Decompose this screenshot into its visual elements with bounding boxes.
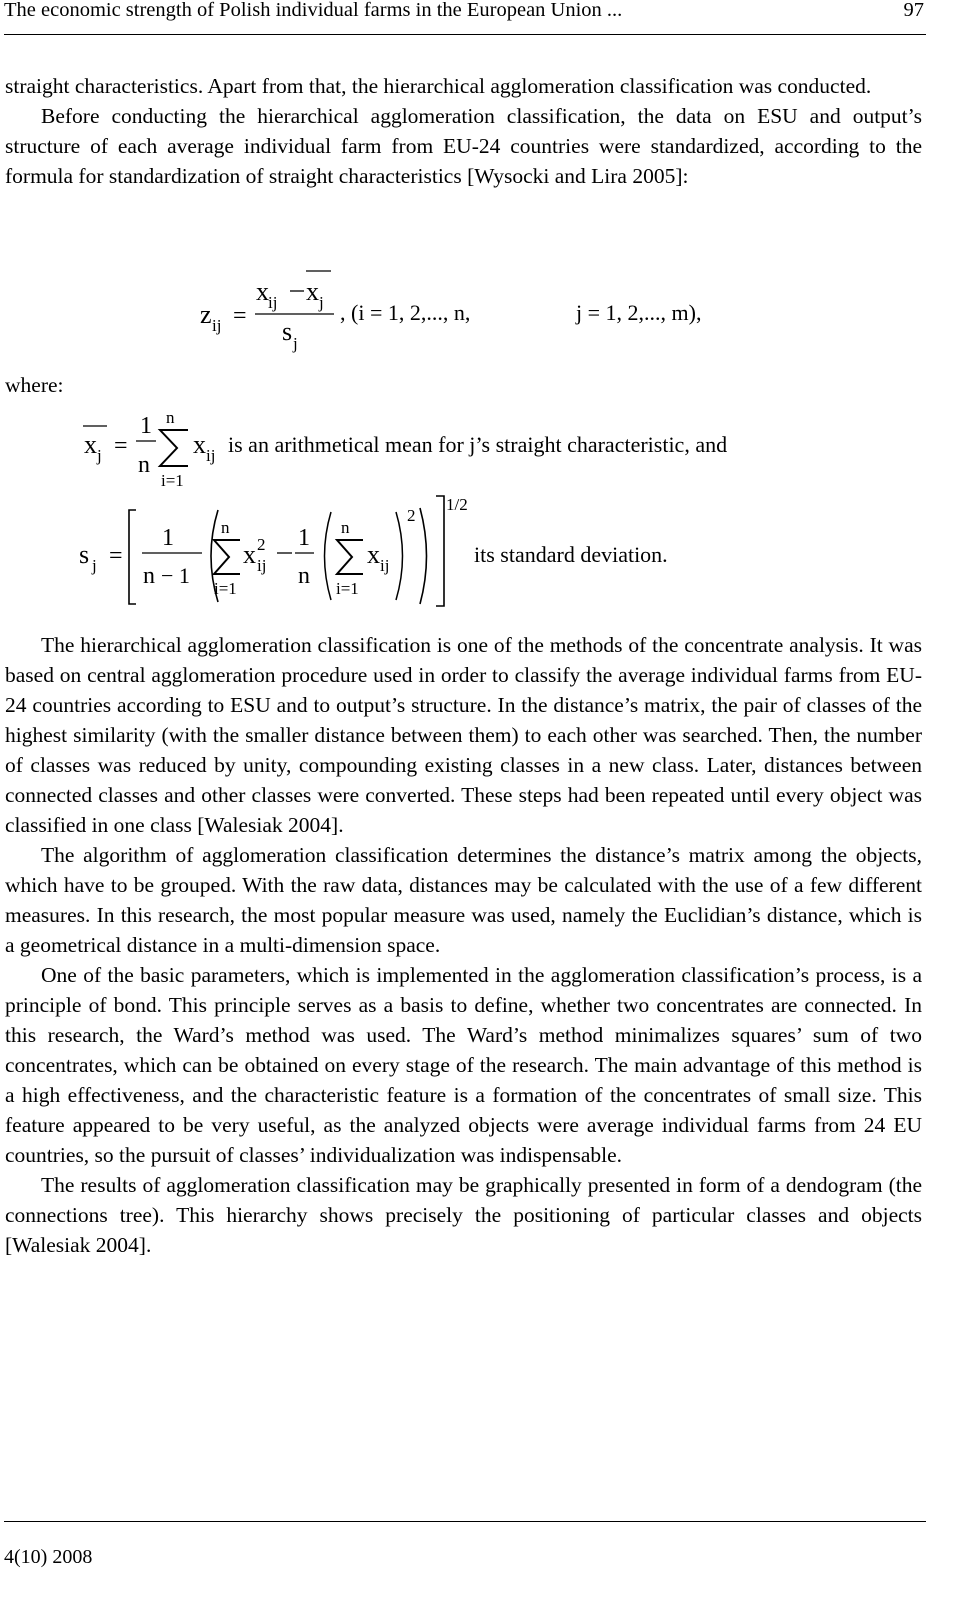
svg-text:x: x	[367, 540, 380, 569]
svg-text:ij: ij	[268, 293, 278, 312]
svg-text:x: x	[306, 277, 319, 306]
svg-text:n: n	[221, 518, 230, 537]
svg-text:n: n	[166, 408, 175, 427]
svg-text:n: n	[341, 518, 350, 537]
svg-text:i=1: i=1	[336, 579, 359, 598]
intro-text	[5, 71, 922, 191]
svg-text:n: n	[143, 563, 155, 589]
svg-text:ij: ij	[380, 556, 390, 575]
svg-text:j: j	[97, 446, 102, 465]
svg-text:s: s	[282, 317, 293, 346]
paragraph: straight characteristics. Apart from that, the hierarchical agglomeration classification was conducted.	[5, 74, 872, 98]
svg-text:1/2: 1/2	[446, 495, 468, 514]
svg-text:x: x	[193, 430, 206, 459]
svg-text:1: 1	[162, 525, 174, 551]
body-text	[5, 630, 922, 1260]
running-header	[4, 0, 926, 35]
std-formula	[79, 495, 468, 606]
svg-text:x: x	[243, 540, 256, 569]
header-title: The economic strength of Polish individual farms in the European Union ...	[4, 0, 623, 21]
svg-text:− 1: − 1	[161, 563, 190, 588]
paragraph: The results of agglomeration classification may be graphically presented in form of a dendogram (the connections tree). This hierarchy shows precisely the positioning of particular classes and objects [Walesiak 2004].	[5, 1173, 922, 1257]
formula-ranges: , (i = 1, 2,..., n,	[340, 300, 471, 325]
svg-text:j: j	[92, 556, 97, 575]
svg-text:ij: ij	[212, 316, 222, 335]
svg-text:j: j	[293, 334, 298, 353]
svg-text:s: s	[79, 540, 90, 569]
svg-text:=: =	[109, 543, 123, 569]
footer	[4, 1521, 926, 1568]
svg-text:i=1: i=1	[161, 471, 184, 490]
where-label: where:	[5, 373, 64, 397]
svg-text:j: j	[319, 293, 324, 312]
svg-text:x: x	[256, 277, 269, 306]
svg-text:z: z	[200, 300, 212, 329]
mean-description: is an arithmetical mean for j’s straight characteristic, and	[228, 432, 728, 457]
svg-text:x: x	[84, 430, 97, 459]
svg-text:1: 1	[298, 525, 310, 551]
page-number: 97	[903, 0, 924, 21]
paragraph: One of the basic parameters, which is implemented in the agglomeration classification’s process, is a principle of bond. This principle serves as a basis to define, whether two concentrates are connected. In this research, the Ward’s method was used. The Ward’s method minimalizes squares’ sum of two concentrates, which can be obtained on every stage of the research. The main advantage of this method is a high effectiveness, and the characteristic feature is a formation of the concentrates of small size. This feature appeared to be very useful, as the analyzed objects were average individual farms from 24 EU countries, so the pursuit of classes’ individualization was indispensable.	[5, 963, 922, 1167]
formula-ranges-j: j = 1, 2,..., m),	[576, 300, 702, 325]
svg-text:2: 2	[407, 506, 416, 525]
svg-text:=: =	[233, 303, 247, 329]
svg-text:n: n	[298, 563, 310, 589]
standardization-formula	[200, 271, 334, 353]
mean-formula	[83, 408, 215, 490]
paragraph: The hierarchical agglomeration classification is one of the methods of the concentrate analysis. It was based on central agglomeration procedure used in order to classify the average individual farms from EU-24 countries according to ESU and to output’s structure. In the distance’s matrix, the pair of classes of the highest similarity (with the smaller distance between them) to each other was searched. Then, the number of classes was reduced by unity, compounding existing classes in a new class. Later, distances between connected classes and other classes were converted. These steps had been repeated until every object was classified in one class [Walesiak 2004].	[5, 633, 922, 837]
svg-text:2: 2	[257, 535, 266, 554]
paragraph: The algorithm of agglomeration classification determines the distance’s matrix among the objects, which have to be grouped. With the raw data, distances may be calculated with the use of a few different measures. In this research, the most popular measure was used, namely the Euclidian’s distance, which is a geometrical distance in a multi-dimension space.	[5, 843, 922, 957]
svg-text:ij: ij	[206, 446, 216, 465]
std-description: its standard deviation.	[474, 542, 668, 567]
svg-text:=: =	[114, 433, 128, 459]
issue-number: 4(10) 2008	[4, 1546, 93, 1568]
svg-text:i=1: i=1	[214, 579, 237, 598]
svg-text:ij: ij	[257, 556, 267, 575]
svg-text:1: 1	[140, 413, 152, 439]
paragraph: Before conducting the hierarchical agglomeration classification, the data on ESU and output’s structure of each average individual farm from EU-24 countries were standardized, according to the formula for standardization of straight characteristics [Wysocki and Lira 2005]:	[5, 104, 922, 188]
svg-text:n: n	[138, 452, 150, 478]
